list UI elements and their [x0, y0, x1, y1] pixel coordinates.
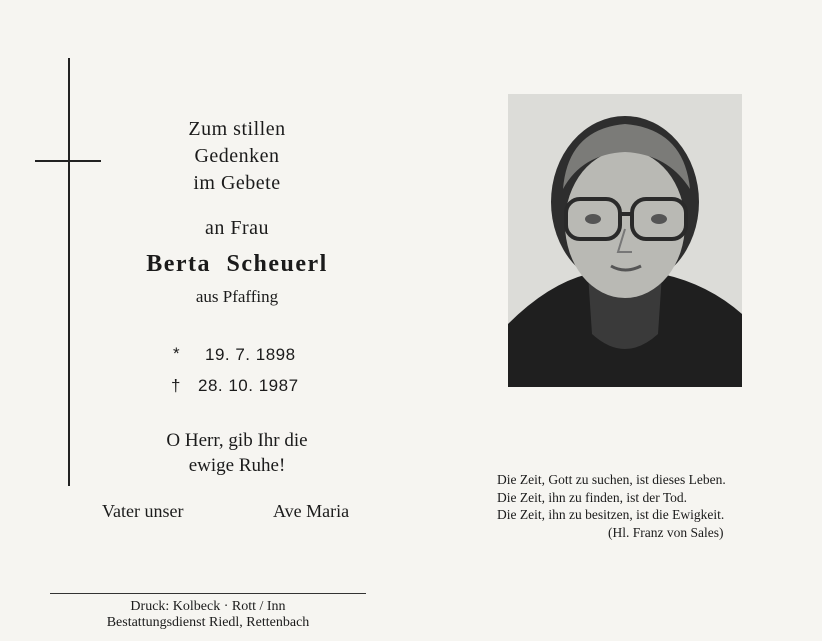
- deceased-name: Berta Scheuerl: [146, 251, 328, 277]
- prayer-vater-unser: Vater unser: [102, 501, 184, 521]
- quote-line: Die Zeit, ihn zu finden, ist der Tod.: [497, 489, 688, 505]
- cross-horizontal-bar: [35, 160, 101, 162]
- intro-line: Gedenken: [194, 145, 280, 167]
- portrait-photo: [508, 94, 742, 387]
- printer-line: Druck: Kolbeck · Rott / Inn: [130, 599, 286, 614]
- footer-divider: [50, 593, 366, 594]
- prayer-text: [100, 428, 374, 478]
- quote-attribution: (Hl. Franz von Sales): [608, 524, 724, 540]
- death-symbol: †: [171, 376, 181, 395]
- prayer-line: O Herr, gib Ihr die: [166, 430, 308, 451]
- birth-symbol: *: [173, 344, 180, 363]
- salutation: an Frau: [204, 217, 270, 239]
- printer-line: Bestattungsdienst Riedl, Rettenbach: [106, 615, 310, 630]
- quote-block: [497, 471, 726, 541]
- cross-vertical-bar: [68, 58, 70, 486]
- origin-place: aus Pfaffing: [195, 287, 279, 306]
- printer-info: [50, 599, 366, 631]
- prayer-line: ewige Ruhe!: [188, 455, 286, 476]
- birth-date: 19. 7. 1898: [205, 345, 296, 364]
- prayer-ave-maria: Ave Maria: [273, 501, 350, 521]
- quote-line: Die Zeit, ihn zu besitzen, ist die Ewigkeit.: [497, 507, 725, 522]
- intro-text: [100, 116, 374, 197]
- quote-line: Die Zeit, Gott zu suchen, ist dieses Leben.: [497, 472, 726, 487]
- intro-line: im Gebete: [193, 172, 281, 194]
- death-date: 28. 10. 1987: [198, 376, 299, 395]
- intro-line: Zum stillen: [188, 118, 286, 140]
